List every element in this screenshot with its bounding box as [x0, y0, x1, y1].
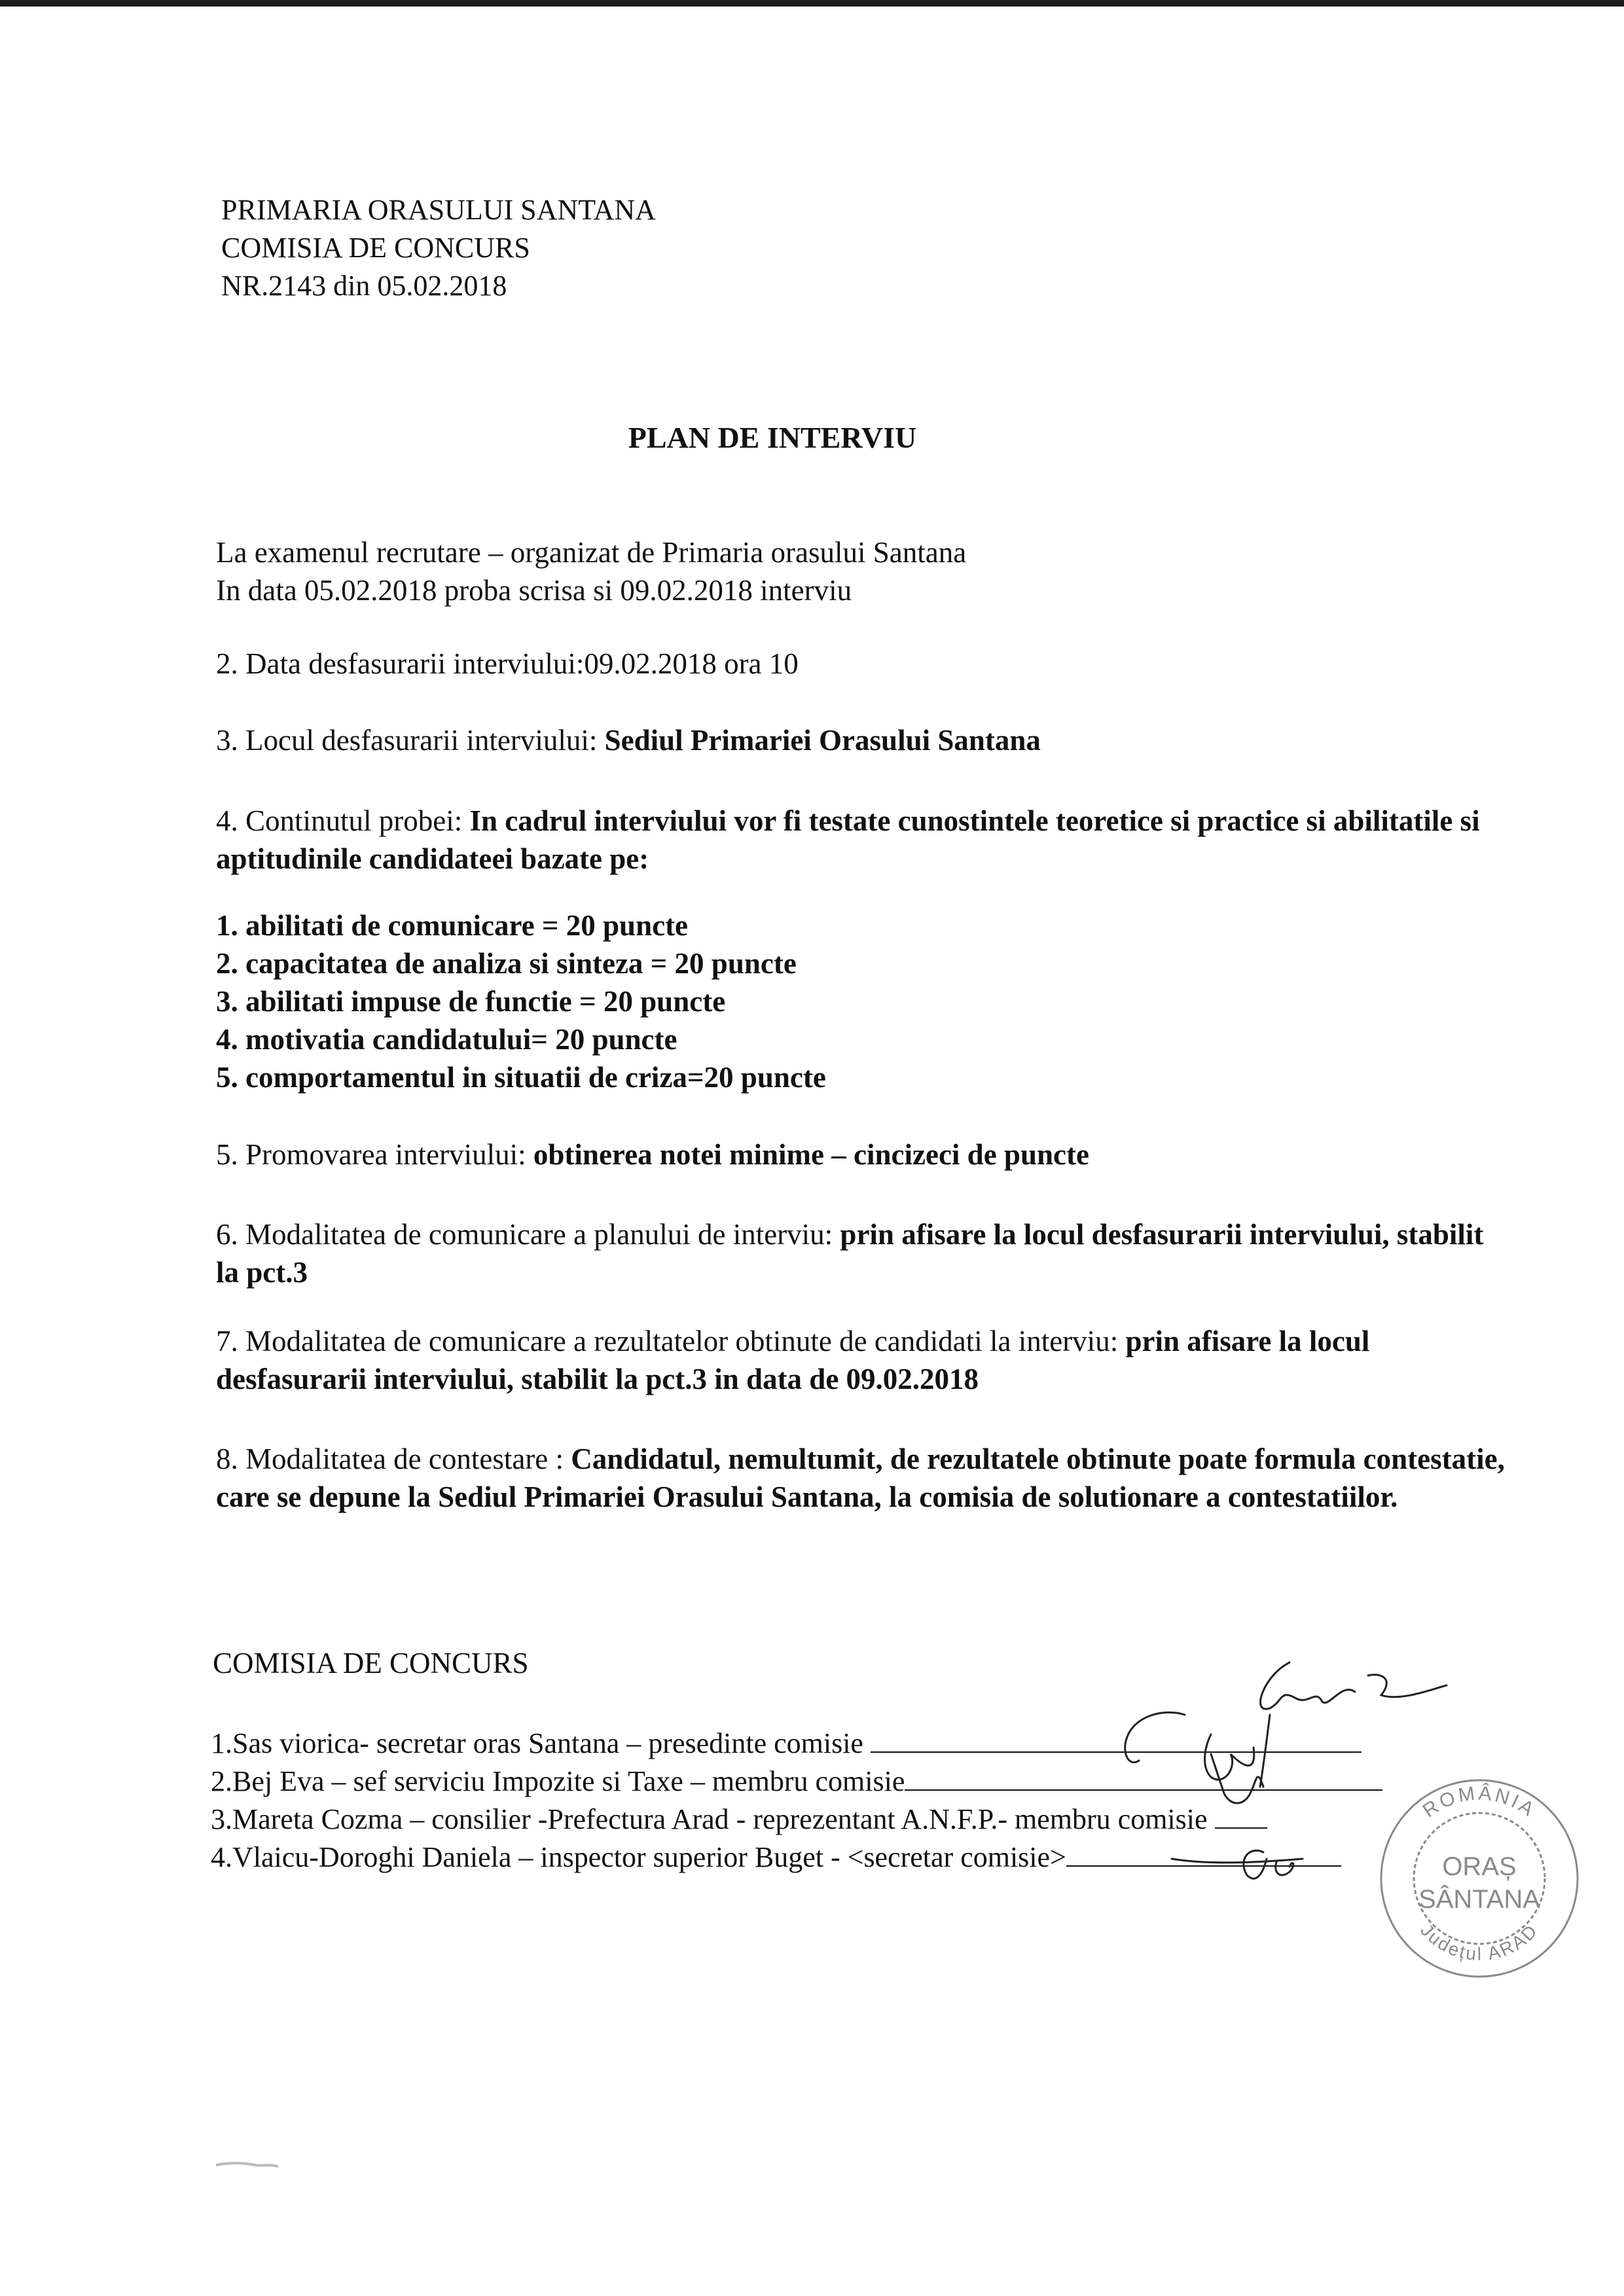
- member-text: 3.Mareta Cozma – consilier -Prefectura Arad - reprezentant A.N.F.P.- membru comisie: [211, 1803, 1215, 1835]
- member-text: 4.Vlaicu-Doroghi Daniela – inspector superior Buget - <secretar comisie>: [211, 1841, 1066, 1873]
- intro-line-2: In data 05.02.2018 proba scrisa si 09.02.2018 interviu: [216, 574, 852, 607]
- member-text: 1.Sas viorica- secretar oras Santana – presedinte comisie: [211, 1727, 871, 1759]
- member-text: 2.Bej Eva – sef serviciu Impozite si Taxe – membru comisie: [211, 1765, 905, 1797]
- stamp-country-text: ROMÂNIA: [1418, 1782, 1540, 1822]
- item-2-date: [216, 645, 1509, 683]
- commission-name: COMISIA DE CONCURS: [221, 232, 530, 264]
- item-6-value: prin afisare la locul desfasurarii interviului, stabilit la pct.3: [216, 1218, 1484, 1289]
- criteria-item: 2. capacitatea de analiza si sinteza = 20 puncte: [216, 947, 797, 980]
- criteria-item: 3. abilitati impuse de functie = 20 puncte: [216, 985, 726, 1018]
- institution-name: PRIMARIA ORASULUI SANTANA: [221, 194, 656, 226]
- item-3-value: Sediul Primariei Orasului Santana: [604, 724, 1041, 757]
- item-4-value: In cadrul interviului vor fi testate cunostintele teoretice si practice si abilitatile si aptitudinile candidateei bazate pe:: [216, 804, 1480, 875]
- item-7-results: [216, 1322, 1509, 1398]
- stamp-county-text: Județul ARAD: [1416, 1920, 1543, 1965]
- document-header: [221, 191, 656, 305]
- item-5-label: 5. Promovarea interviului:: [216, 1138, 533, 1171]
- item-6-label: 6. Modalitatea de comunicare a planului de interviu:: [216, 1218, 840, 1251]
- item-3-location: [216, 721, 1509, 759]
- item-2-text: 2. Data desfasurarii interviului:09.02.2018 ora 10: [216, 647, 799, 680]
- registration-number: NR.2143 din 05.02.2018: [221, 270, 507, 302]
- commission-title: COMISIA DE CONCURS: [213, 1647, 529, 1679]
- stamp-town-name: SÂNTANA: [1418, 1885, 1540, 1914]
- item-7-value: prin afisare la locul desfasurarii interviului, stabilit la pct.3 in data de 09.02.2018: [216, 1325, 1370, 1395]
- criteria-list: [216, 906, 1509, 1096]
- criteria-item: 1. abilitati de comunicare = 20 puncte: [216, 909, 689, 942]
- page-title: PLAN DE INTERVIU: [628, 421, 917, 454]
- criteria-item: 4. motivatia candidatului= 20 puncte: [216, 1023, 677, 1056]
- item-6-communication: [216, 1215, 1509, 1291]
- item-3-label: 3. Locul desfasurarii interviului:: [216, 724, 605, 757]
- item-8-appeal: [216, 1440, 1509, 1516]
- item-8-value: Candidatul, nemultumit, de rezultatele obtinute poate formula contestatie, care se depune la Sediul Primariei Orasului Santana, la comisia de solutionare a contestatiilor.: [216, 1443, 1505, 1513]
- intro-paragraph: [216, 533, 1509, 609]
- item-5-promotion: [216, 1136, 1509, 1174]
- signature-president: [1261, 1662, 1447, 1709]
- scan-artifact: [216, 2160, 281, 2170]
- item-4-content: [216, 802, 1509, 878]
- signature-secretary: [1172, 1850, 1303, 1878]
- signature-member-2: [1125, 1712, 1270, 1803]
- item-7-label: 7. Modalitatea de comunicare a rezultatelor obtinute de candidati la interviu:: [216, 1325, 1126, 1357]
- item-8-label: 8. Modalitatea de contestare :: [216, 1443, 571, 1475]
- item-5-value: obtinerea notei minime – cincizeci de puncte: [533, 1138, 1089, 1171]
- town-hall-stamp: [1371, 1770, 1587, 1986]
- intro-line-1: La examenul recrutare – organizat de Primaria orasului Santana: [216, 536, 967, 569]
- criteria-item: 5. comportamentul in situatii de criza=20 puncte: [216, 1061, 826, 1094]
- stamp-town-label: ORAȘ: [1442, 1852, 1517, 1881]
- item-4-label: 4. Continutul probei:: [216, 804, 470, 837]
